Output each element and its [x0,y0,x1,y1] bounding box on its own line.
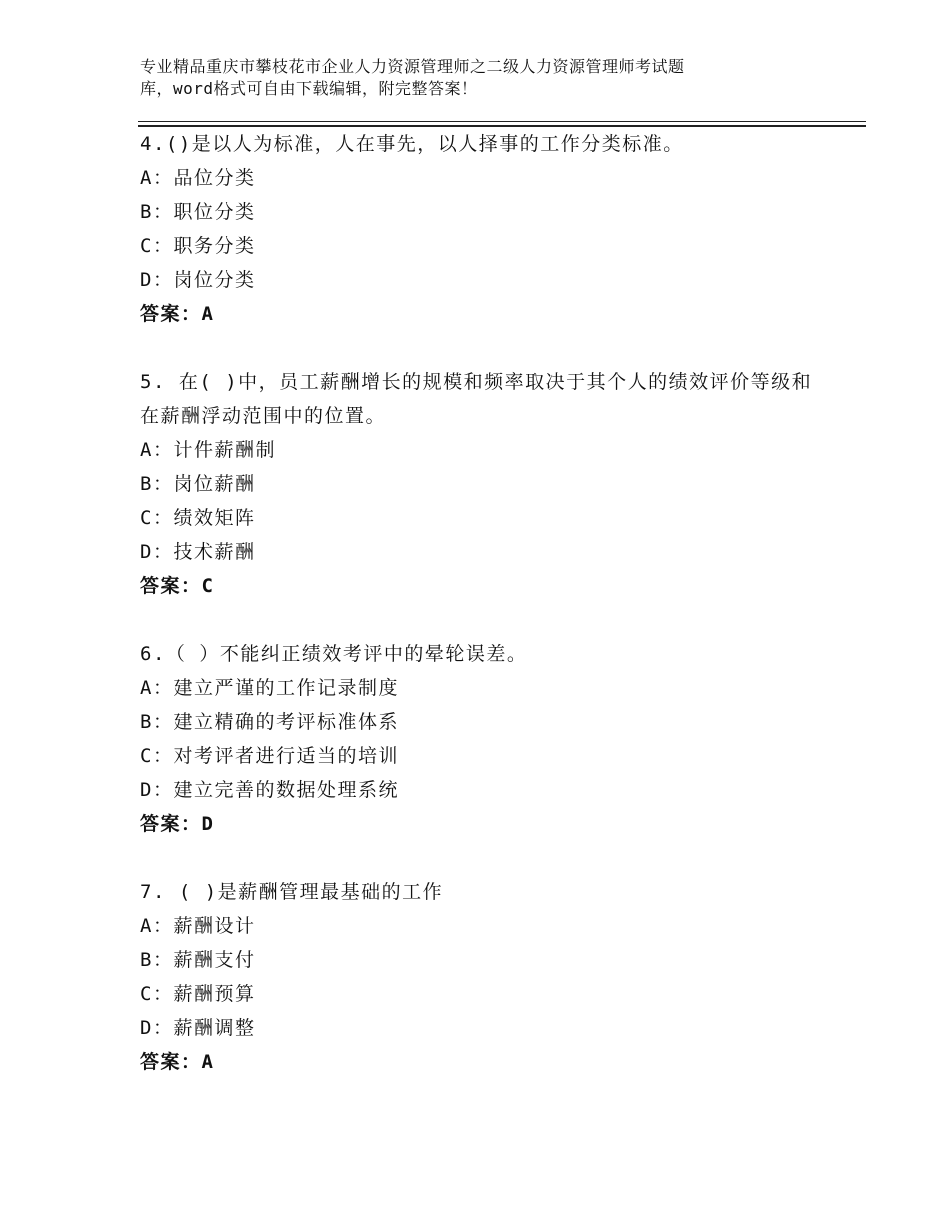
document-header [140,56,780,100]
option-b: B：职位分类 [140,201,256,223]
question-stem: 7. ( )是薪酬管理最基础的工作 [140,881,444,903]
option-b: B：岗位薪酬 [140,473,256,495]
option-d: D：薪酬调整 [140,1017,256,1039]
option-b: B：薪酬支付 [140,949,256,971]
option-a: A：计件薪酬制 [140,439,276,461]
question-item [140,875,820,1079]
question-stem: 6.（ ）不能纠正绩效考评中的晕轮误差。 [140,643,528,665]
option-a: A：品位分类 [140,167,256,189]
option-c: C：职务分类 [140,235,256,257]
option-c: C：绩效矩阵 [140,507,256,529]
header-divider-thin [138,121,866,122]
question-stem: 4.()是以人为标准，人在事先，以人择事的工作分类标准。 [140,133,684,155]
option-c: C：对考评者进行适当的培训 [140,745,399,767]
question-item [140,127,820,331]
answer-label: 答案：D [140,813,215,835]
option-d: D：技术薪酬 [140,541,256,563]
question-item [140,637,820,841]
option-a: A：薪酬设计 [140,915,256,937]
question-stem: 5. 在( )中，员工薪酬增长的规模和频率取决于其个人的绩效评价等级和在薪酬浮动范围中的位置。 [140,371,813,427]
question-list [140,127,820,1113]
answer-label: 答案：C [140,575,215,597]
answer-label: 答案：A [140,303,215,325]
option-a: A：建立严谨的工作记录制度 [140,677,399,699]
question-item [140,365,820,603]
option-c: C：薪酬预算 [140,983,256,1005]
header-line-1: 专业精品重庆市攀枝花市企业人力资源管理师之二级人力资源管理师考试题 [140,57,685,76]
option-d: D：岗位分类 [140,269,256,291]
option-b: B：建立精确的考评标准体系 [140,711,399,733]
answer-label: 答案：A [140,1051,215,1073]
header-line-2: 库，word格式可自由下载编辑，附完整答案！ [140,79,478,98]
option-d: D：建立完善的数据处理系统 [140,779,399,801]
